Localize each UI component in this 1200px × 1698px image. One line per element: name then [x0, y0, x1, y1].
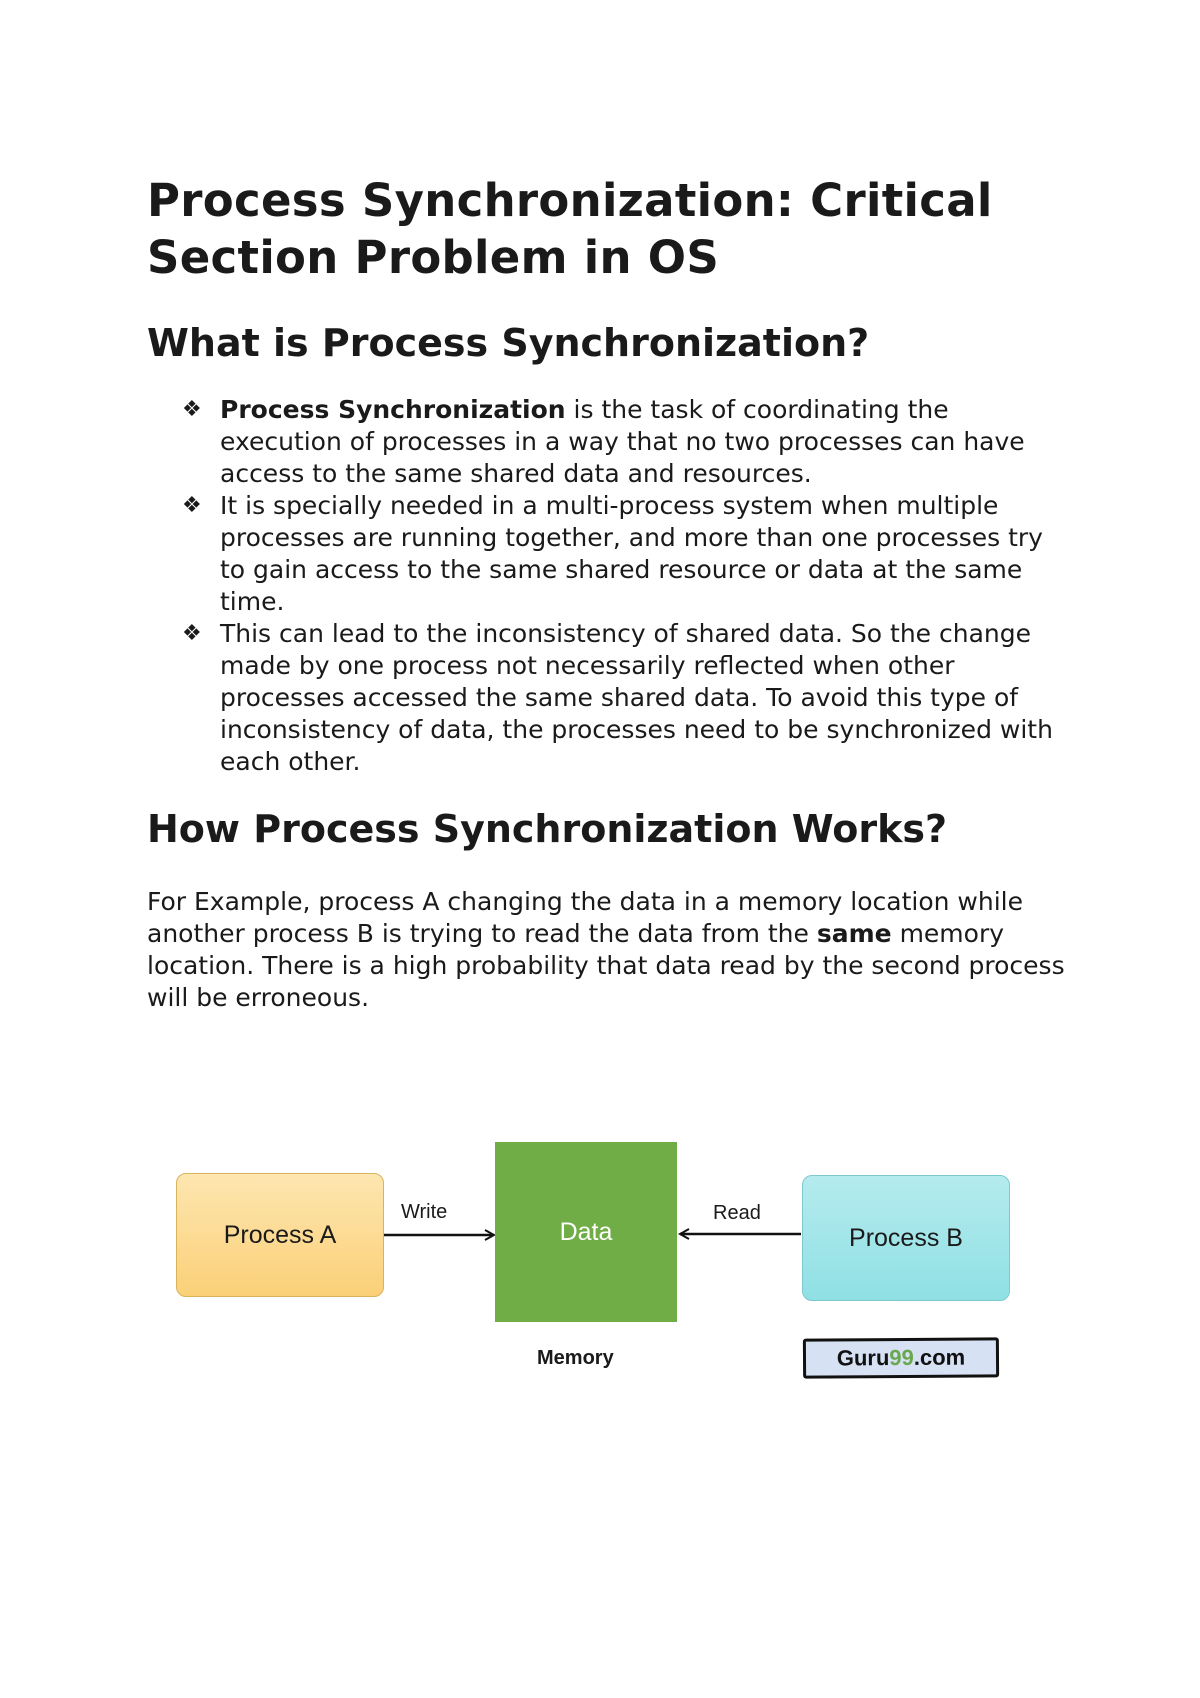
write-label: Write	[401, 1201, 448, 1223]
process-a-label: Process A	[223, 1220, 337, 1249]
page-title: Process Synchronization: Critical Section Problem in OS	[147, 174, 993, 284]
paragraph-bold-word: same	[816, 919, 892, 948]
section-heading-what: What is Process Synchronization?	[147, 321, 870, 365]
list-item	[147, 394, 1067, 490]
process-a-box	[176, 1173, 384, 1297]
logo-text-99: 99	[889, 1344, 914, 1371]
logo-text-guru: Guru	[836, 1345, 890, 1371]
synchronization-diagram	[170, 1135, 1030, 1395]
guru99-logo	[803, 1337, 999, 1378]
bullet-bold-term: Process Synchronization	[220, 395, 566, 424]
bullet-text: This can lead to the inconsistency of shared data. So the change made by one process not necessarily reflected when other processes accessed the same shared data. To avoid this type of inconsistency of data, the processes need to be synchronized with each other.	[220, 619, 1053, 776]
bullet-list	[147, 394, 1067, 778]
section-heading-how: How Process Synchronization Works?	[147, 807, 948, 851]
bullet-text: It is specially needed in a multi-process system when multiple processes are running together, and more than one processes try to gain access to the same shared resource or data at the same time.	[220, 491, 1043, 616]
logo-text-com: .com	[913, 1344, 966, 1370]
list-item	[147, 618, 1067, 778]
diamond-bullet-icon: ❖	[182, 621, 202, 646]
read-label: Read	[713, 1202, 761, 1224]
memory-label: Memory	[537, 1347, 614, 1369]
example-paragraph	[147, 886, 1067, 1014]
data-box	[495, 1142, 677, 1322]
diamond-bullet-icon: ❖	[182, 397, 202, 422]
diamond-bullet-icon: ❖	[182, 493, 202, 518]
document-body	[147, 172, 1067, 1014]
paragraph-text-before: For Example, process A changing the data in a memory location while another process B is trying to read the data from the	[147, 887, 1024, 948]
process-b-label: Process B	[849, 1223, 963, 1252]
bullet-text: is the task of coordinating the execution of processes in a way that no two processes can have access to the same shared data and resources.	[220, 395, 1025, 488]
process-b-box	[802, 1175, 1010, 1301]
list-item	[147, 490, 1067, 618]
paragraph-text-after: memory location. There is a high probability that data read by the second process will be erroneous.	[147, 919, 1065, 1012]
data-label: Data	[559, 1217, 613, 1246]
